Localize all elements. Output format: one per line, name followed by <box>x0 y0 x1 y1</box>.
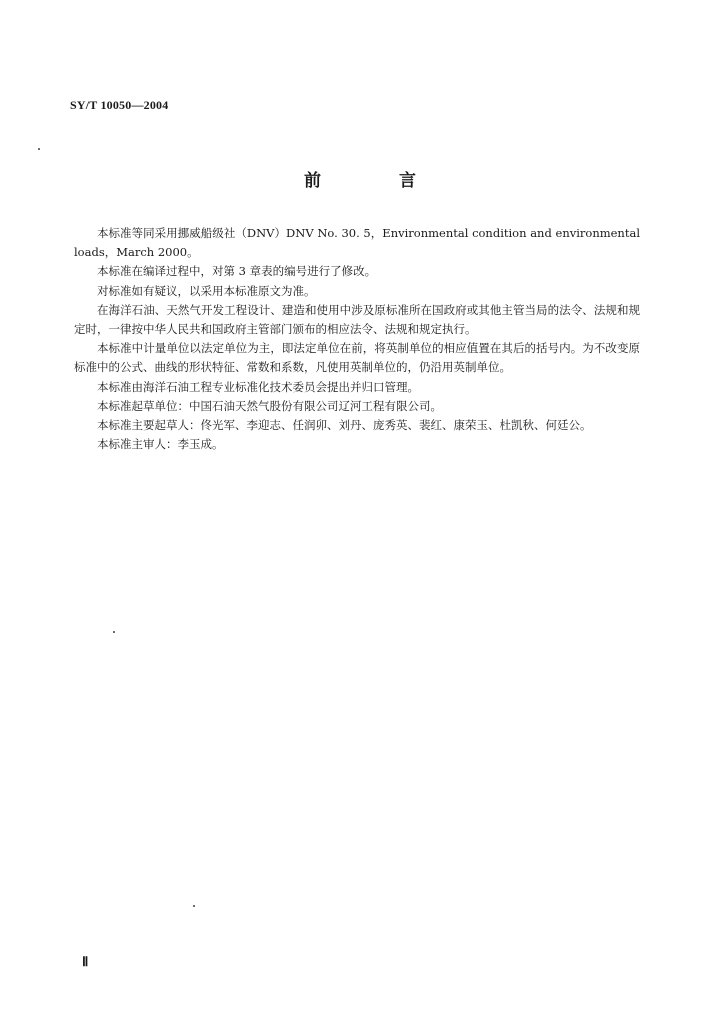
drafters-row <box>74 416 640 435</box>
drafters-label: 本标准主要起草人： <box>97 418 201 433</box>
paragraph-units: 本标准中计量单位以法定单位为主，即法定单位在前，将英制单位的相应值置在其后的括号内。为不改变原标准中的公式、曲线的形状特征、常数和系数，凡使用英制单位的，仍沿用英制单位。 <box>74 341 640 375</box>
foreword-body <box>74 224 640 454</box>
paragraph-editing: 本标准在编译过程中，对第 3 章表的编号进行了修改。 <box>97 264 377 279</box>
paragraph-regulations: 在海洋石油、天然气开发工程设计、建造和使用中涉及原标准所在国政府或其他主管当局的法令、法规和规定时，一律按中华人民共和国政府主管部门颁布的相应法令、法规和规定执行。 <box>74 302 640 337</box>
drafters-names: 佟光军、李迎志、任润卯、刘丹、庞秀英、裴红、康荣玉、杜凯秋、何廷公。 <box>200 418 592 433</box>
paragraph-reviewer: 本标准主审人：李玉成。 <box>97 437 224 452</box>
scan-speck <box>193 905 195 907</box>
paragraph-adoption: 本标准等同采用挪威船级社（DNV）DNV No. 30. 5，Environmental condition and environmental loads，March 2000。 <box>74 226 640 260</box>
page-title: 前 言 <box>304 171 452 191</box>
paragraph-committee: 本标准由海洋石油工程专业标准化技术委员会提出并归口管理。 <box>97 379 419 394</box>
standard-code-header: SY/T 10050—2004 <box>70 98 169 112</box>
paragraph-doubts: 对标准如有疑议，以采用本标准原文为准。 <box>97 283 316 298</box>
scan-speck <box>113 631 115 633</box>
paragraph-drafting-unit: 本标准起草单位：中国石油天然气股份有限公司辽河工程有限公司。 <box>97 398 442 413</box>
scan-speck <box>38 148 40 150</box>
page-number: Ⅱ <box>82 954 89 969</box>
